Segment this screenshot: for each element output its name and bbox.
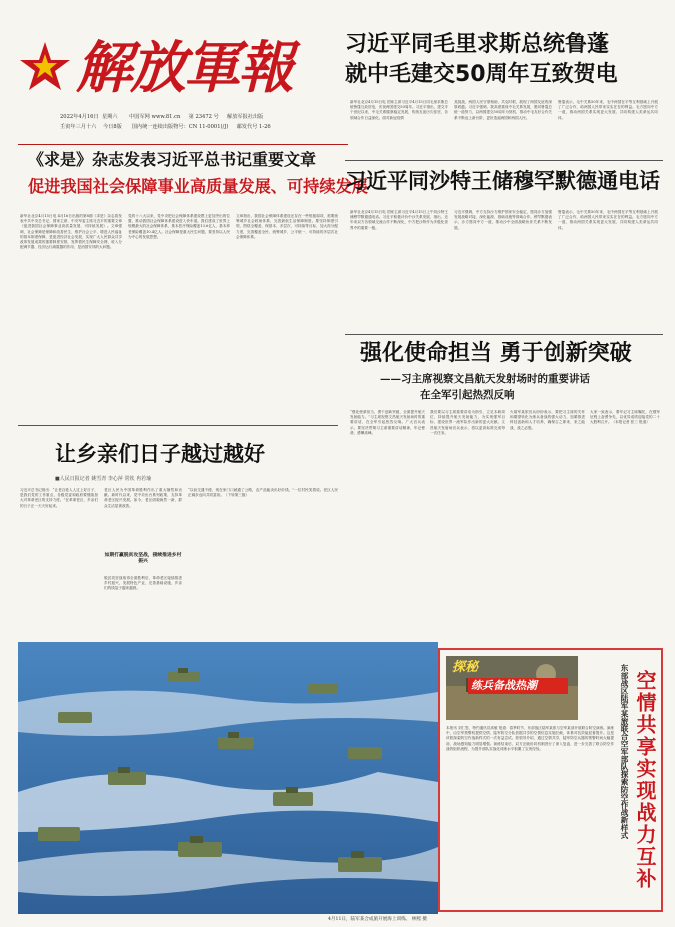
publisher: 解放军报社出版	[227, 114, 264, 120]
cn-number: 国内统一连续出版物号：CN 11-0001(/J)	[131, 124, 229, 130]
photo-caption	[328, 916, 438, 924]
feature-big-title: 空情共享实现战力互补	[633, 670, 657, 890]
qiushi-kicker: 《求是》杂志发表习近平总书记重要文章	[28, 150, 317, 169]
photo-credit: 林熙 摄	[411, 917, 427, 922]
rural-col-4: “以前交通不便，现在家门口就通了公路，农产品能卖出好价钱。”一位村民笑着说。老区人民正阔步迈向共同富裕。（下转第三版）	[188, 488, 338, 498]
feature-box	[438, 648, 663, 912]
feature-tag-2: 练兵备战热潮	[468, 678, 568, 694]
issue-number: 第 23472 号	[188, 114, 219, 120]
top-story-body-left: 新华社北京4月15日电 国家主席习近平4月15日同毛里求斯总统鲁蓬互致贺电，庆祝两国建交50周年。习近平指出，建交半个世纪以来，中毛关系健康稳定发展，传统友谊历久弥坚，各领域合作日益深化。面对新冠疫情	[350, 100, 448, 120]
top-story-body-right: 鲁蓬表示，毛中关系50年来，毛中两国在平等互利基础上开展了广泛合作，给两国人民带来实实在在的利益。毛方愿同中方一道，推动两国关系实现更大发展，共同构建人类命运共同体。	[558, 100, 658, 120]
space-col-2: 我们要以习主席重要讲话为指引，立足本职岗位，持续提升航天发射能力，为实现强军目标、建设世界一流军队作出新的更大贡献。文昌航天发射场官兵表示，将以更高标准完成每一次任务。	[430, 410, 505, 435]
rural-col-1: 习近平总书记指出：“让老百姓人人过上好日子，是我们党的工作重点，各级党委和政府要继续加大对革命老区的支持力度。”在革命老区，乡亲们的日子正一天天好起来。	[20, 488, 98, 508]
shate-divider	[345, 160, 663, 161]
website: 中国军网 www.81.cn	[129, 114, 181, 120]
shate-headline: 习近平同沙特王储穆罕默德通电话	[345, 169, 660, 193]
issue-date: 2022年4月16日	[60, 114, 99, 120]
rural-byline: ■人民日报记者 姚雪青 李心萍 常钦 冉若瑜	[55, 476, 152, 482]
qiushi-col-2: 党的十八大以来，党中央把社会保障体系建设摆上更加突出的位置，推动我国社会保障体系建设进入快车道。我们建成了世界上规模最大的社会保障体系，基本医疗保险覆盖13.6亿人，基本养老保险覆盖10.4亿人。社会保障是重大民生问题，要坚持以人民为中心的发展思想。	[128, 214, 230, 239]
shate-body-mid: 习近平强调，中方支持沙方维护国家安全稳定，愿同沙方加强发展战略对接，深化能源、基础设施等领域合作。穆罕默德表示，沙方愿同中方一道，推动沙中全面战略伙伴关系不断发展。	[454, 210, 552, 230]
lunar-date: 壬寅年三月十六	[60, 124, 97, 130]
postal-code: 邮发代号 1-26	[236, 124, 271, 130]
shate-body-left: 新华社北京4月15日电 国家主席习近平4月15日上午同沙特王储穆罕默德通电话。习近平积极评价中沙关系发展，指出，近年来双方各领域交流合作不断深化，中方把沙特作为多极化世界中的重要一极。	[350, 210, 448, 230]
qiushi-headline: 促进我国社会保障事业高质量发展、可持续发展	[28, 177, 368, 196]
rural-col-3: 脱贫攻坚战取得全面胜利后，革命老区接续推进乡村振兴，发展特色产业，完善基础设施，乡亲们的钱袋子越来越鼓。	[104, 576, 182, 591]
space-col-1: “强化使命担当，勇于创新突破，全面提升航天发射能力。”习主席视察文昌航天发射场时的重要讲话，在全军引起热烈反响。广大官兵表示，要坚决贯彻习主席重要讲话精神，牢记使命，勇攀高峰。	[350, 410, 425, 435]
rural-headline: 让乡亲们日子越过越好	[55, 442, 265, 466]
space-col-4: 大家一致表示，要牢记习主席嘱托，在强军征程上奋勇争先，以优异成绩迎接党的二十大胜利召开。（本报记者 张三 报道）	[590, 410, 660, 425]
space-subheadline-1: ——习主席视察文昌航天发射场时的重要讲话	[380, 373, 590, 385]
rural-subheading: 如期打赢脱贫攻坚战，接续推进乡村振兴	[104, 552, 182, 564]
feature-tag-1: 探秘	[452, 660, 479, 675]
space-col-3: 火箭军某旅官兵纷纷表示，要把习主席的关怀和期望转化为练兵备战的强大动力，加紧推进科技创新和人才培养，确保召之即来、来之能战、战之必胜。	[510, 410, 585, 430]
space-divider	[345, 334, 663, 335]
rural-col-2: 老区人民为中国革命胜利作出了重大牺牲和贡献。新时代以来，党中央出台系列政策，支持革命老区振兴发展。如今，老区面貌焕然一新，群众生活显著改善。	[104, 488, 182, 508]
photo-caption-text: 4月11日，陆军某合成旅开展海上训练。	[328, 917, 411, 922]
feature-image	[446, 656, 578, 720]
top-story-headline-2: 就中毛建交50周年互致贺电	[345, 62, 618, 87]
masthead-date-row	[60, 112, 520, 122]
masthead-star-emblem	[18, 40, 72, 94]
page-count: 今日8版	[102, 124, 122, 130]
issue-weekday: 星期六	[101, 114, 118, 120]
masthead-info-row	[60, 122, 520, 132]
masthead-title: 解放軍報	[76, 35, 292, 101]
space-headline: 强化使命担当 勇于创新突破	[360, 341, 632, 366]
feature-body: 本报讯 刘仁思、特约通讯员高敏 报道：春季时节，东部战区陆军某旅与空军某部开展联合防空演练。演练中，由空军预警机提供空情，陆军防空分队依据共享的空情信息实施拦截，体系对抗效能显著提升。这是该旅探索防空作战新样式的一次有益尝试。旅领导介绍，通过空情共享，陆军防空兵器的预警时间大幅提前，战场感知能力明显增强。演练结束后，双方还就协同机制进行了深入复盘，进一步完善了联合防空作战的组织流程，为提升部队实战化训练水平积累了宝贵经验。	[446, 726, 614, 751]
top-story-headline-1: 习近平同毛里求斯总统鲁蓬	[345, 32, 610, 57]
feature-side-title: 东部战区陆军某旅联合空军部队探索防空作战新样式	[620, 664, 629, 839]
masthead-divider	[18, 144, 348, 145]
qiushi-col-3: 文章指出，我国社会保障体系建设还存在一些短板弱项，需要统筹城乡社会救助体系，完善最低生活保障制度。要坚持制度引领，围绕全覆盖、保基本、多层次、可持续等目标，加大再分配力度，完善覆盖全民、统筹城乡、公平统一、可持续的多层次社会保障体系。	[236, 214, 338, 239]
shate-body-right: 鲁蓬表示，毛中关系50年来，毛中两国在平等互利基础上开展了广泛合作，给两国人民带来实实在在的利益。毛方愿同中方一道，推动两国关系实现更大发展，共同构建人类命运共同体。	[558, 210, 658, 230]
main-photo	[18, 642, 438, 914]
top-story-body-mid: 其挑战，两国人民守望相助，共克时艰，展现了两国友谊的深厚底蕴。习近平强调，我高度重视中毛关系发展，愿同鲁蓬总统一道努力，以两国建交50周年为契机，推动中毛友好合作关系不断迈上新台阶，更好造福两国和两国人民。	[454, 100, 552, 120]
qiushi-col-1: 新华社北京4月15日电 4月16日出版的第8期《求是》杂志将发表中共中央总书记、国家主席、中央军委主席习近平的重要文章《促进我国社会保障事业高质量发展、可持续发展》。文章强调，社会保障是保障和改善民生、维护社会公平、增进人民福祉的基本制度保障，是促进经济社会发展、实现广大人民群众共享改革发展成果的重要制度安排，发挥着民生保障安全网、收入分配调节器、经济运行减震器的作用，是治国安邦的大问题。	[20, 214, 122, 250]
space-subheadline-2: 在全军引起热烈反响	[420, 389, 515, 401]
rural-divider	[18, 425, 338, 426]
